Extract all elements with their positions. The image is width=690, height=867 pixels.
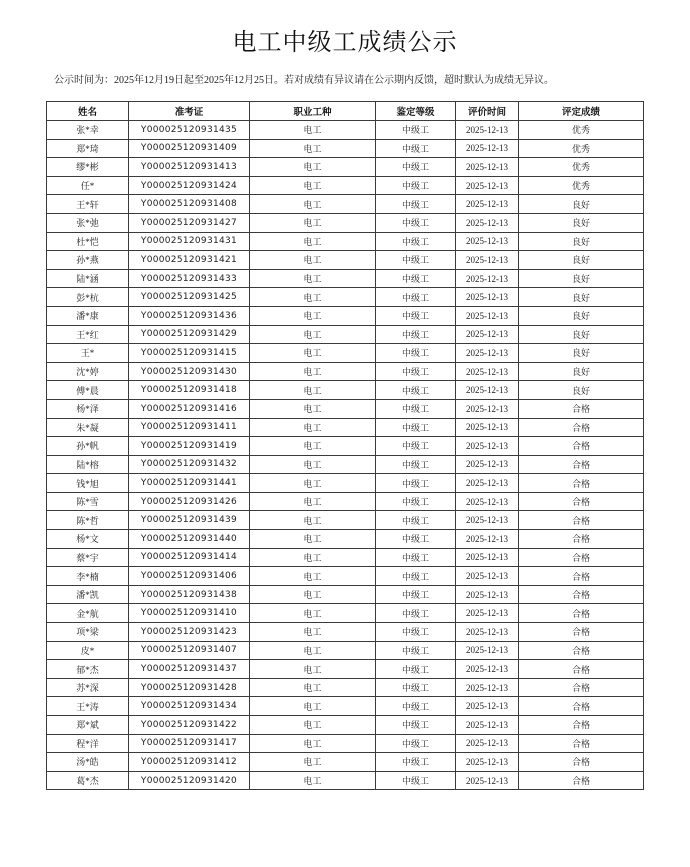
cell-date: 2025-12-13 [456, 623, 519, 642]
cell-trade: 电工 [250, 474, 376, 493]
cell-level: 中级工 [376, 158, 456, 177]
cell-name: 王*涛 [47, 697, 129, 716]
table-row [47, 381, 644, 400]
cell-date: 2025-12-13 [456, 604, 519, 623]
cell-level: 中级工 [376, 530, 456, 549]
cell-ticket: Y000025120931429 [129, 325, 250, 344]
cell-date: 2025-12-13 [456, 697, 519, 716]
cell-level: 中级工 [376, 474, 456, 493]
cell-date: 2025-12-13 [456, 530, 519, 549]
table-row [47, 269, 644, 288]
cell-level: 中级工 [376, 269, 456, 288]
cell-level: 中级工 [376, 362, 456, 381]
cell-date: 2025-12-13 [456, 753, 519, 772]
cell-date: 2025-12-13 [456, 567, 519, 586]
cell-name: 郑*琦 [47, 139, 129, 158]
table-row [47, 511, 644, 530]
cell-date: 2025-12-13 [456, 660, 519, 679]
cell-ticket: Y000025120931412 [129, 753, 250, 772]
cell-level: 中级工 [376, 771, 456, 790]
cell-date: 2025-12-13 [456, 399, 519, 418]
cell-grade: 优秀 [519, 176, 644, 195]
cell-trade: 电工 [250, 381, 376, 400]
cell-level: 中级工 [376, 306, 456, 325]
cell-date: 2025-12-13 [456, 306, 519, 325]
cell-ticket: Y000025120931424 [129, 176, 250, 195]
cell-ticket: Y000025120931422 [129, 716, 250, 735]
cell-grade: 合格 [519, 697, 644, 716]
cell-trade: 电工 [250, 251, 376, 270]
cell-level: 中级工 [376, 288, 456, 307]
cell-name: 蔡*宇 [47, 548, 129, 567]
cell-ticket: Y000025120931407 [129, 641, 250, 660]
cell-level: 中级工 [376, 697, 456, 716]
table-row [47, 176, 644, 195]
cell-name: 王* [47, 344, 129, 363]
cell-level: 中级工 [376, 325, 456, 344]
cell-grade: 良好 [519, 288, 644, 307]
cell-level: 中级工 [376, 121, 456, 140]
cell-ticket: Y000025120931418 [129, 381, 250, 400]
cell-trade: 电工 [250, 158, 376, 177]
cell-name: 缪*彬 [47, 158, 129, 177]
cell-trade: 电工 [250, 195, 376, 214]
cell-trade: 电工 [250, 344, 376, 363]
results-table-body [47, 121, 644, 790]
table-row [47, 604, 644, 623]
cell-grade: 良好 [519, 344, 644, 363]
cell-ticket: Y000025120931413 [129, 158, 250, 177]
cell-trade: 电工 [250, 641, 376, 660]
cell-level: 中级工 [376, 176, 456, 195]
cell-trade: 电工 [250, 455, 376, 474]
table-row [47, 251, 644, 270]
cell-grade: 合格 [519, 548, 644, 567]
cell-grade: 合格 [519, 753, 644, 772]
cell-date: 2025-12-13 [456, 232, 519, 251]
cell-name: 葛*杰 [47, 771, 129, 790]
cell-date: 2025-12-13 [456, 678, 519, 697]
cell-ticket: Y000025120931435 [129, 121, 250, 140]
table-row [47, 623, 644, 642]
table-row [47, 734, 644, 753]
cell-name: 皮* [47, 641, 129, 660]
cell-level: 中级工 [376, 734, 456, 753]
cell-name: 钱*旭 [47, 474, 129, 493]
cell-name: 郁*杰 [47, 660, 129, 679]
cell-name: 杨*泽 [47, 399, 129, 418]
cell-level: 中级工 [376, 492, 456, 511]
cell-name: 杜*恺 [47, 232, 129, 251]
cell-trade: 电工 [250, 362, 376, 381]
table-row [47, 771, 644, 790]
cell-ticket: Y000025120931432 [129, 455, 250, 474]
cell-grade: 良好 [519, 195, 644, 214]
cell-level: 中级工 [376, 511, 456, 530]
cell-date: 2025-12-13 [456, 213, 519, 232]
cell-grade: 合格 [519, 771, 644, 790]
cell-name: 程*洋 [47, 734, 129, 753]
cell-date: 2025-12-13 [456, 362, 519, 381]
cell-date: 2025-12-13 [456, 771, 519, 790]
cell-trade: 电工 [250, 139, 376, 158]
cell-trade: 电工 [250, 716, 376, 735]
table-row [47, 306, 644, 325]
table-row [47, 362, 644, 381]
cell-trade: 电工 [250, 306, 376, 325]
cell-name: 陈*哲 [47, 511, 129, 530]
cell-level: 中级工 [376, 660, 456, 679]
table-header [47, 102, 644, 121]
cell-grade: 合格 [519, 530, 644, 549]
cell-trade: 电工 [250, 734, 376, 753]
cell-level: 中级工 [376, 455, 456, 474]
cell-grade: 合格 [519, 399, 644, 418]
table-row [47, 325, 644, 344]
cell-name: 傅*晨 [47, 381, 129, 400]
cell-date: 2025-12-13 [456, 511, 519, 530]
cell-ticket: Y000025120931420 [129, 771, 250, 790]
cell-trade: 电工 [250, 492, 376, 511]
cell-name: 彭*杭 [47, 288, 129, 307]
table-row [47, 213, 644, 232]
cell-grade: 合格 [519, 716, 644, 735]
cell-ticket: Y000025120931428 [129, 678, 250, 697]
cell-level: 中级工 [376, 437, 456, 456]
cell-ticket: Y000025120931419 [129, 437, 250, 456]
cell-name: 孙*燕 [47, 251, 129, 270]
cell-date: 2025-12-13 [456, 716, 519, 735]
cell-grade: 优秀 [519, 121, 644, 140]
cell-grade: 优秀 [519, 139, 644, 158]
cell-ticket: Y000025120931406 [129, 567, 250, 586]
cell-grade: 合格 [519, 678, 644, 697]
cell-grade: 优秀 [519, 158, 644, 177]
cell-ticket: Y000025120931430 [129, 362, 250, 381]
cell-trade: 电工 [250, 399, 376, 418]
cell-name: 张*幸 [47, 121, 129, 140]
cell-ticket: Y000025120931433 [129, 269, 250, 288]
table-row [47, 139, 644, 158]
table-row [47, 697, 644, 716]
page-title: 电工中级工成绩公示 [232, 30, 458, 56]
cell-date: 2025-12-13 [456, 474, 519, 493]
cell-trade: 电工 [250, 288, 376, 307]
cell-trade: 电工 [250, 604, 376, 623]
cell-ticket: Y000025120931411 [129, 418, 250, 437]
cell-ticket: Y000025120931439 [129, 511, 250, 530]
cell-ticket: Y000025120931436 [129, 306, 250, 325]
cell-ticket: Y000025120931415 [129, 344, 250, 363]
cell-trade: 电工 [250, 548, 376, 567]
cell-grade: 合格 [519, 567, 644, 586]
cell-grade: 合格 [519, 604, 644, 623]
cell-level: 中级工 [376, 548, 456, 567]
cell-ticket: Y000025120931423 [129, 623, 250, 642]
cell-date: 2025-12-13 [456, 492, 519, 511]
cell-level: 中级工 [376, 753, 456, 772]
cell-date: 2025-12-13 [456, 641, 519, 660]
table-row [47, 418, 644, 437]
cell-date: 2025-12-13 [456, 288, 519, 307]
cell-ticket: Y000025120931409 [129, 139, 250, 158]
cell-date: 2025-12-13 [456, 455, 519, 474]
table-row [47, 641, 644, 660]
cell-name: 郑*斌 [47, 716, 129, 735]
cell-ticket: Y000025120931440 [129, 530, 250, 549]
cell-grade: 良好 [519, 381, 644, 400]
cell-ticket: Y000025120931410 [129, 604, 250, 623]
cell-name: 任* [47, 176, 129, 195]
cell-grade: 合格 [519, 660, 644, 679]
cell-grade: 良好 [519, 362, 644, 381]
cell-grade: 合格 [519, 455, 644, 474]
table-row [47, 530, 644, 549]
cell-trade: 电工 [250, 176, 376, 195]
cell-date: 2025-12-13 [456, 381, 519, 400]
cell-name: 陈*雪 [47, 492, 129, 511]
cell-name: 孙*帆 [47, 437, 129, 456]
cell-grade: 合格 [519, 492, 644, 511]
cell-name: 朱*凝 [47, 418, 129, 437]
cell-name: 张*弛 [47, 213, 129, 232]
cell-grade: 合格 [519, 734, 644, 753]
cell-level: 中级工 [376, 678, 456, 697]
table-row [47, 344, 644, 363]
cell-trade: 电工 [250, 121, 376, 140]
cell-trade: 电工 [250, 213, 376, 232]
cell-level: 中级工 [376, 604, 456, 623]
cell-ticket: Y000025120931438 [129, 585, 250, 604]
cell-level: 中级工 [376, 716, 456, 735]
table-row [47, 567, 644, 586]
cell-ticket: Y000025120931414 [129, 548, 250, 567]
results-table [46, 101, 644, 790]
cell-grade: 良好 [519, 306, 644, 325]
cell-level: 中级工 [376, 251, 456, 270]
cell-name: 杨*文 [47, 530, 129, 549]
col-header-ticket: 准考证 [129, 102, 250, 121]
table-row [47, 121, 644, 140]
cell-ticket: Y000025120931426 [129, 492, 250, 511]
cell-date: 2025-12-13 [456, 437, 519, 456]
cell-date: 2025-12-13 [456, 195, 519, 214]
cell-date: 2025-12-13 [456, 734, 519, 753]
cell-grade: 合格 [519, 641, 644, 660]
table-row [47, 399, 644, 418]
table-row [47, 660, 644, 679]
cell-level: 中级工 [376, 344, 456, 363]
cell-trade: 电工 [250, 678, 376, 697]
cell-date: 2025-12-13 [456, 585, 519, 604]
col-header-grade: 评定成绩 [519, 102, 644, 121]
cell-name: 陆*榕 [47, 455, 129, 474]
cell-grade: 良好 [519, 269, 644, 288]
cell-trade: 电工 [250, 697, 376, 716]
cell-level: 中级工 [376, 195, 456, 214]
cell-trade: 电工 [250, 232, 376, 251]
cell-level: 中级工 [376, 585, 456, 604]
cell-level: 中级工 [376, 567, 456, 586]
cell-name: 沈*婷 [47, 362, 129, 381]
cell-trade: 电工 [250, 269, 376, 288]
cell-trade: 电工 [250, 567, 376, 586]
cell-grade: 合格 [519, 511, 644, 530]
cell-trade: 电工 [250, 753, 376, 772]
announcement-page [0, 22, 690, 867]
cell-name: 潘*康 [47, 306, 129, 325]
cell-grade: 合格 [519, 474, 644, 493]
cell-trade: 电工 [250, 771, 376, 790]
cell-name: 陆*涵 [47, 269, 129, 288]
col-header-level: 鉴定等级 [376, 102, 456, 121]
cell-trade: 电工 [250, 437, 376, 456]
cell-trade: 电工 [250, 623, 376, 642]
table-row [47, 158, 644, 177]
cell-name: 潘*凯 [47, 585, 129, 604]
cell-trade: 电工 [250, 530, 376, 549]
cell-date: 2025-12-13 [456, 325, 519, 344]
cell-level: 中级工 [376, 139, 456, 158]
cell-ticket: Y000025120931421 [129, 251, 250, 270]
cell-trade: 电工 [250, 585, 376, 604]
cell-grade: 合格 [519, 585, 644, 604]
col-header-trade: 职业工种 [250, 102, 376, 121]
table-row [47, 195, 644, 214]
cell-grade: 合格 [519, 437, 644, 456]
notice-text: 公示时间为：2025年12月19日起至2025年12月25日。若对成绩有异议请在公示期内反馈，超时默认为成绩无异议。 [54, 75, 554, 86]
cell-grade: 良好 [519, 325, 644, 344]
cell-name: 项*梁 [47, 623, 129, 642]
cell-date: 2025-12-13 [456, 121, 519, 140]
cell-date: 2025-12-13 [456, 139, 519, 158]
cell-name: 苏*深 [47, 678, 129, 697]
cell-grade: 良好 [519, 213, 644, 232]
cell-date: 2025-12-13 [456, 548, 519, 567]
cell-grade: 良好 [519, 251, 644, 270]
col-header-date: 评价时间 [456, 102, 519, 121]
cell-ticket: Y000025120931417 [129, 734, 250, 753]
table-row [47, 474, 644, 493]
cell-date: 2025-12-13 [456, 158, 519, 177]
cell-trade: 电工 [250, 325, 376, 344]
cell-grade: 合格 [519, 418, 644, 437]
table-row [47, 585, 644, 604]
cell-date: 2025-12-13 [456, 176, 519, 195]
cell-trade: 电工 [250, 511, 376, 530]
cell-ticket: Y000025120931427 [129, 213, 250, 232]
table-row [47, 492, 644, 511]
table-row [47, 455, 644, 474]
cell-level: 中级工 [376, 213, 456, 232]
table-row [47, 437, 644, 456]
table-row [47, 678, 644, 697]
cell-date: 2025-12-13 [456, 344, 519, 363]
cell-ticket: Y000025120931434 [129, 697, 250, 716]
cell-grade: 合格 [519, 623, 644, 642]
cell-trade: 电工 [250, 660, 376, 679]
col-header-name: 姓名 [47, 102, 129, 121]
table-row [47, 716, 644, 735]
header-row [47, 102, 644, 121]
cell-level: 中级工 [376, 381, 456, 400]
table-row [47, 288, 644, 307]
cell-date: 2025-12-13 [456, 251, 519, 270]
cell-name: 金*航 [47, 604, 129, 623]
cell-name: 王*轩 [47, 195, 129, 214]
cell-date: 2025-12-13 [456, 269, 519, 288]
cell-grade: 良好 [519, 232, 644, 251]
cell-name: 汤*皓 [47, 753, 129, 772]
cell-level: 中级工 [376, 232, 456, 251]
cell-ticket: Y000025120931408 [129, 195, 250, 214]
table-row [47, 548, 644, 567]
cell-ticket: Y000025120931437 [129, 660, 250, 679]
cell-level: 中级工 [376, 399, 456, 418]
cell-ticket: Y000025120931431 [129, 232, 250, 251]
cell-trade: 电工 [250, 418, 376, 437]
cell-name: 李*楠 [47, 567, 129, 586]
cell-name: 王*红 [47, 325, 129, 344]
cell-date: 2025-12-13 [456, 418, 519, 437]
cell-level: 中级工 [376, 623, 456, 642]
cell-ticket: Y000025120931416 [129, 399, 250, 418]
table-row [47, 232, 644, 251]
table-row [47, 753, 644, 772]
cell-level: 中级工 [376, 418, 456, 437]
cell-level: 中级工 [376, 641, 456, 660]
cell-ticket: Y000025120931441 [129, 474, 250, 493]
cell-ticket: Y000025120931425 [129, 288, 250, 307]
